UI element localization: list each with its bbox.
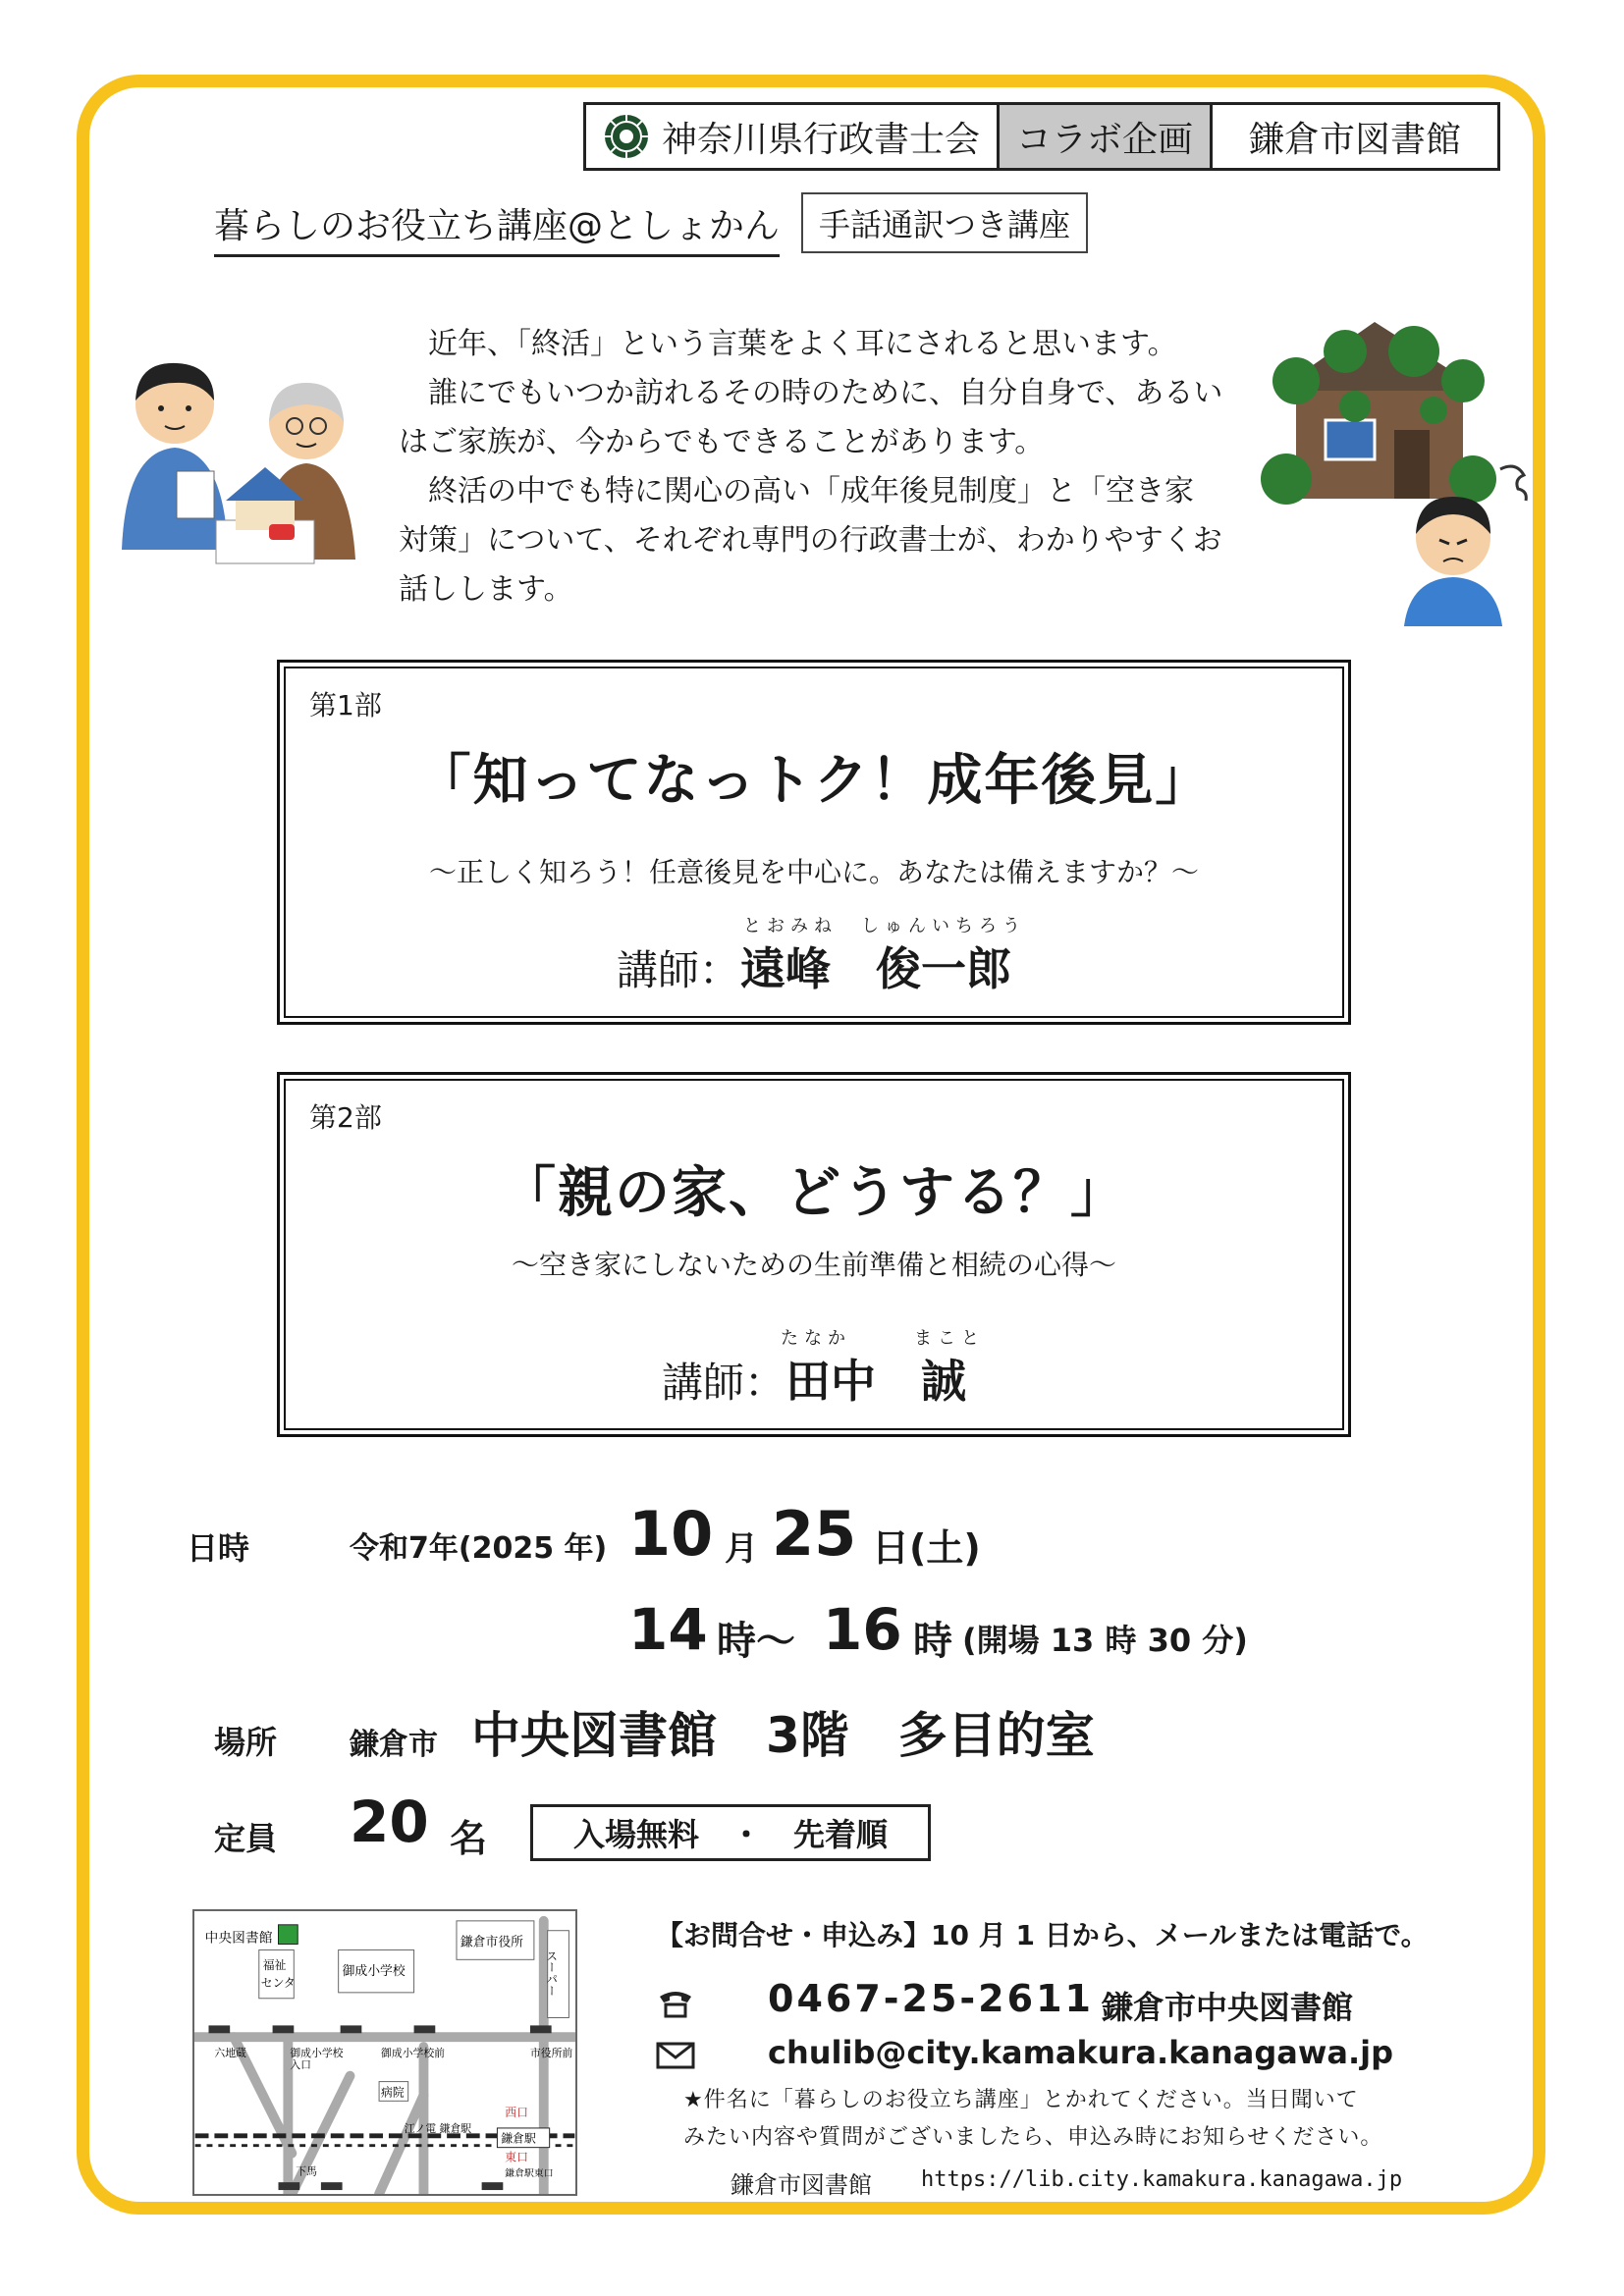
map-label-kamakura-station: 鎌倉駅	[501, 2131, 536, 2146]
capacity-unit: 名	[450, 1817, 488, 1860]
end-hour: 16	[823, 1596, 902, 1663]
lecture-1-furigana-family: とおみね	[743, 916, 838, 936]
contact-phone[interactable]: 0467-25-2611	[768, 1977, 1094, 2020]
lecture-1-title: 「知ってなっトク！成年後見」	[415, 749, 1213, 813]
era-year: 令和7年(2025 年)	[350, 1531, 608, 1566]
library-badge	[1210, 102, 1500, 171]
library-marker-icon	[279, 1925, 298, 1945]
library-name: 鎌倉市図書館	[1248, 119, 1461, 160]
date-label: 日時	[187, 1529, 250, 1567]
map-label-hospital: 病院	[381, 2085, 405, 2100]
lecture-1-subtitle: ～正しく知ろう！任意後見を中心に。あなたは備えますか？～	[428, 856, 1199, 888]
map-label-onari-school: 御成小学校	[342, 1964, 406, 1980]
lecture-2-speaker-prefix: 講師：	[661, 1359, 785, 1407]
gyoseishoshi-emblem-icon	[603, 113, 650, 160]
phone-icon	[656, 1987, 695, 2020]
access-map	[192, 1909, 577, 2196]
lecture-1-speaker-prefix: 講師：	[616, 946, 740, 994]
lecture-2-speaker	[280, 1346, 1348, 1411]
start-hour: 14	[628, 1596, 708, 1663]
lecture-card-1	[277, 660, 1351, 1025]
map-label-rokujizo: 六地蔵	[214, 2046, 246, 2059]
lecture-2-subtitle: ～空き家にしないための生前準備と相続の心得～	[511, 1249, 1116, 1281]
contact-heading: 【お問合せ・申込み】10 月 1 日から、メールまたは電話で。	[656, 1919, 1429, 1951]
traffic-light-icons	[208, 2025, 554, 2190]
map-label-shimo-baba: 下馬	[296, 2164, 317, 2178]
website-label: 鎌倉市図書館	[731, 2171, 872, 2199]
mail-icon	[656, 2042, 695, 2069]
org-name: 神奈川県行政書士会	[661, 119, 980, 160]
admission-badge	[530, 1804, 931, 1861]
lecture-2-title: 「親の家、どうする？」	[501, 1161, 1127, 1225]
map-label-west-exit: 西口	[505, 2106, 528, 2120]
capacity-label: 定員	[214, 1820, 278, 1857]
end-hour-unit: 時	[913, 1619, 952, 1664]
lecture-1-speaker	[280, 934, 1348, 998]
map-label-east-exit: 東口	[505, 2150, 528, 2164]
lecture-card-2	[277, 1072, 1351, 1437]
admission-text: 入場無料 ・ 先着順	[572, 1816, 888, 1853]
lecture-2-speaker-name: 田中 誠	[785, 1355, 966, 1408]
lecture-2-part: 第2部	[309, 1101, 382, 1134]
map-label-station-east: 鎌倉駅東口	[505, 2168, 554, 2180]
contact-note-line1: ★件名に「暮らしのお役立ち講座」とかれてください。当日聞いて	[683, 2088, 1359, 2112]
contact-phone-owner: 鎌倉市中央図書館	[1102, 1989, 1354, 2026]
lecture-1-speaker-name: 遠峰 俊一郎	[740, 942, 1011, 995]
lecture-2-furigana-given: まこと	[914, 1328, 985, 1349]
doors-open-time: (開場 13 時 30 分)	[962, 1622, 1248, 1659]
event-day-unit: 日(土)	[872, 1526, 981, 1570]
place-city: 鎌倉市	[350, 1728, 438, 1762]
map-label-supermarket: スーパー	[544, 1949, 559, 1997]
contact-note-line2: みたい内容や質問がございましたら、申込み時にお知らせください。	[683, 2125, 1383, 2150]
map-label-onari-entrance-2: 入口	[290, 2057, 311, 2071]
map-label-city-hall-front: 市役所前	[529, 2046, 573, 2059]
event-day: 25	[772, 1498, 857, 1570]
collab-text: コラボ企画	[1015, 119, 1193, 160]
sign-language-badge	[801, 192, 1088, 253]
lecture-1-part: 第1部	[309, 689, 382, 721]
map-label-city-hall: 鎌倉市役所	[460, 1935, 524, 1950]
time-separator: 時～	[717, 1619, 795, 1664]
family-consultation-illustration	[118, 353, 363, 579]
lecture-2-furigana-family: たなか	[781, 1328, 851, 1349]
place-venue: 中央図書館 3階 多目的室	[471, 1707, 1095, 1764]
map-label-enoden: 江ノ電 鎌倉駅	[404, 2121, 472, 2135]
map-label-welfare: 福祉	[262, 1958, 287, 1973]
org-badge	[583, 102, 1000, 171]
abandoned-house-illustration	[1257, 312, 1542, 626]
event-month-unit: 月	[725, 1529, 758, 1569]
capacity-number: 20	[350, 1789, 429, 1855]
map-label-onari-entrance: 御成小学校	[290, 2046, 344, 2059]
series-title: 暮らしのお役立ち講座@としょかん	[214, 198, 780, 257]
intro-paragraph: 近年、「終活」という言葉をよく耳にされると思います。 誰にでもいつか訪れるその時のために、自分自身で、あるい はご家族が、今からでもできることがあります。 終活の中でも特に関心の高い「成年後見制度」と「空き家 対策」について、それぞれ専門の行政書士が、わかりやすくお 話しします。	[399, 327, 1223, 607]
map-label-center: センタ	[260, 1975, 296, 1990]
lecture-1-furigana-given: しゅんいちろう	[861, 916, 1026, 936]
sign-language-text: 手話通訳つき講座	[818, 206, 1070, 243]
place-label: 場所	[214, 1724, 278, 1761]
collab-label	[1000, 102, 1210, 171]
event-month: 10	[628, 1498, 714, 1570]
contact-email[interactable]: chulib@city.kamakura.kanagawa.jp	[768, 2034, 1394, 2071]
website-url[interactable]: https://lib.city.kamakura.kanagawa.jp	[921, 2167, 1403, 2192]
map-label-onari-front: 御成小学校前	[381, 2046, 446, 2059]
map-label-central-library: 中央図書館	[204, 1930, 273, 1947]
